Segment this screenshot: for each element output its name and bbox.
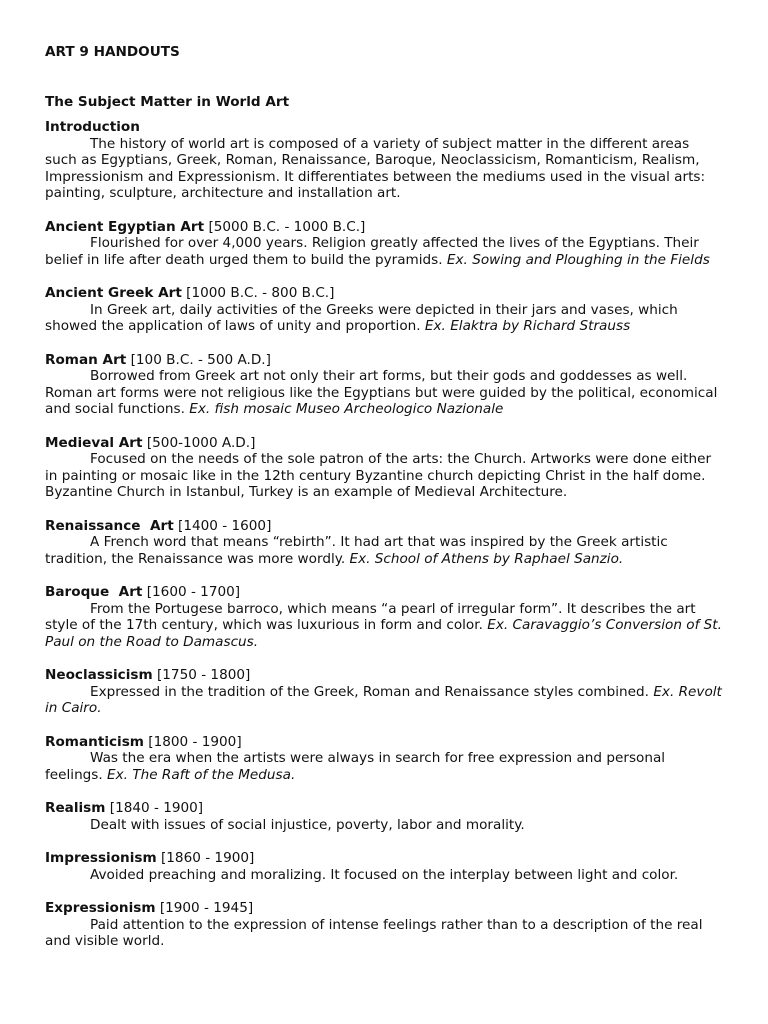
section-period: [1400 - 1600] — [178, 517, 272, 534]
section-heading: Impressionism — [45, 850, 157, 866]
section-body — [45, 750, 725, 783]
section-heading: Medieval Art — [45, 434, 143, 451]
section-text: Expressed in the tradition of the Greek, Roman and Renaissance styles combined. — [90, 683, 649, 700]
section-text: Focused on the needs of the sole patron of the arts: the Church. Artworks were done either in painting or mosaic like in the 12th century Byzantine church depicting Christ in the half dome. Byzantine Church in Istanbul, Turkey is an example of Medieval Architecture. — [45, 451, 712, 500]
section-text: In Greek art, daily activities of the Greeks were depicted in their jars and vases, which showed the application of laws of unity and proportion. — [45, 301, 678, 334]
section-romanticism — [45, 734, 725, 784]
section-example: Ex. Caravaggio’s Conversion of St. Paul on the Road to Damascus. — [45, 617, 722, 650]
section-text: Avoided preaching and moralizing. It focused on the interplay between light and color. — [90, 866, 679, 883]
section-header — [45, 667, 725, 684]
section-baroque-art — [45, 584, 725, 650]
section-text: Borrowed from Greek art not only their art forms, but their gods and goddesses as well. Roman art forms were not religious like the Egyptians but were guided by the political, economical and social functions. — [45, 368, 718, 417]
section-header — [45, 584, 725, 601]
section-heading: Expressionism — [45, 900, 156, 916]
section-realism — [45, 800, 725, 833]
section-period: [500-1000 A.D.] — [146, 434, 256, 451]
section-example: Ex. Revolt in Cairo. — [45, 683, 722, 716]
section-heading: Baroque Art — [45, 584, 143, 600]
section-header — [45, 800, 725, 817]
section-heading: Realism — [45, 800, 106, 816]
section-header — [45, 734, 725, 751]
section-period: [1800 - 1900] — [148, 733, 242, 750]
section-body — [45, 867, 725, 884]
section-text: Paid attention to the expression of intense feelings rather than to a description of the real and visible world. — [45, 916, 703, 949]
section-heading: Ancient Greek Art — [45, 285, 182, 301]
section-body — [45, 235, 725, 268]
section-medieval-art — [45, 435, 725, 501]
section-body — [45, 601, 725, 651]
section-period: [5000 B.C. - 1000 B.C.] — [208, 218, 366, 235]
section-ancient-greek-art — [45, 285, 725, 335]
section-example: Ex. School of Athens by Raphael Sanzio. — [349, 550, 624, 567]
section-impressionism — [45, 850, 725, 883]
section-text: Dealt with issues of social injustice, poverty, labor and morality. — [90, 816, 525, 833]
section-text: A French word that means “rebirth”. It had art that was inspired by the Greek artistic tradition, the Renaissance was more wordly. — [45, 534, 668, 567]
section-renaissance-art — [45, 518, 725, 568]
document-subtitle: The Subject Matter in World Art — [45, 93, 290, 110]
section-header — [45, 435, 725, 452]
section-example: Ex. Sowing and Ploughing in the Fields — [446, 251, 710, 268]
section-body — [45, 817, 725, 834]
section-period: [1900 - 1945] — [159, 900, 254, 916]
section-ancient-egyptian-art — [45, 219, 725, 269]
section-period: [1750 - 1800] — [156, 667, 251, 683]
section-expressionism — [45, 900, 725, 950]
section-body — [45, 917, 725, 950]
section-body — [45, 684, 725, 717]
section-heading: Introduction — [45, 119, 140, 135]
section-heading: Romanticism — [45, 733, 144, 750]
document-page — [45, 44, 725, 950]
section-text: The history of world art is composed of a variety of subject matter in the different areas such as Egyptians, Greek, Roman, Renaissance, Baroque, Neoclassicism, Romanticism, Realism, Impressionism and Expressionism. It differentiates between the mediums used in the visual arts: painting, sculpture, architecture and installation art. — [45, 135, 706, 201]
section-header — [45, 119, 725, 136]
section-period: [1840 - 1900] — [109, 800, 204, 816]
section-body — [45, 368, 725, 418]
section-period: [1860 - 1900] — [160, 850, 255, 866]
section-heading: Roman Art — [45, 351, 127, 368]
section-text: From the Portugese barroco, which means “a pearl of irregular form”. It describes the art style of the 17th century, which was luxurious in form and color. — [45, 600, 696, 633]
section-text: Was the era when the artists were always in search for free expression and personal feelings. — [45, 750, 666, 783]
section-period: [1600 - 1700] — [146, 584, 241, 600]
section-body — [45, 534, 725, 567]
section-header — [45, 219, 725, 236]
section-example: Ex. fish mosaic Museo Archeologico Nazionale — [189, 401, 504, 417]
section-example: Ex. Elaktra by Richard Strauss — [424, 318, 631, 334]
section-heading: Ancient Egyptian Art — [45, 218, 205, 235]
section-header — [45, 352, 725, 369]
section-header — [45, 518, 725, 535]
section-header — [45, 900, 725, 917]
section-header — [45, 285, 725, 302]
section-body — [45, 302, 725, 335]
section-body — [45, 136, 725, 202]
section-header — [45, 850, 725, 867]
document-title: ART 9 HANDOUTS — [45, 44, 180, 60]
section-heading: Renaissance Art — [45, 517, 174, 534]
section-heading: Neoclassicism — [45, 667, 153, 683]
section-example: Ex. The Raft of the Medusa. — [107, 766, 296, 783]
section-period: [1000 B.C. - 800 B.C.] — [186, 285, 335, 301]
section-body — [45, 451, 725, 501]
section-roman-art — [45, 352, 725, 418]
section-text: Flourished for over 4,000 years. Religion greatly affected the lives of the Egyptians. Their belief in life after death urged them to build the pyramids. — [45, 235, 699, 268]
section-period: [100 B.C. - 500 A.D.] — [130, 351, 271, 368]
section-neoclassicism — [45, 667, 725, 717]
section-introduction — [45, 119, 725, 202]
